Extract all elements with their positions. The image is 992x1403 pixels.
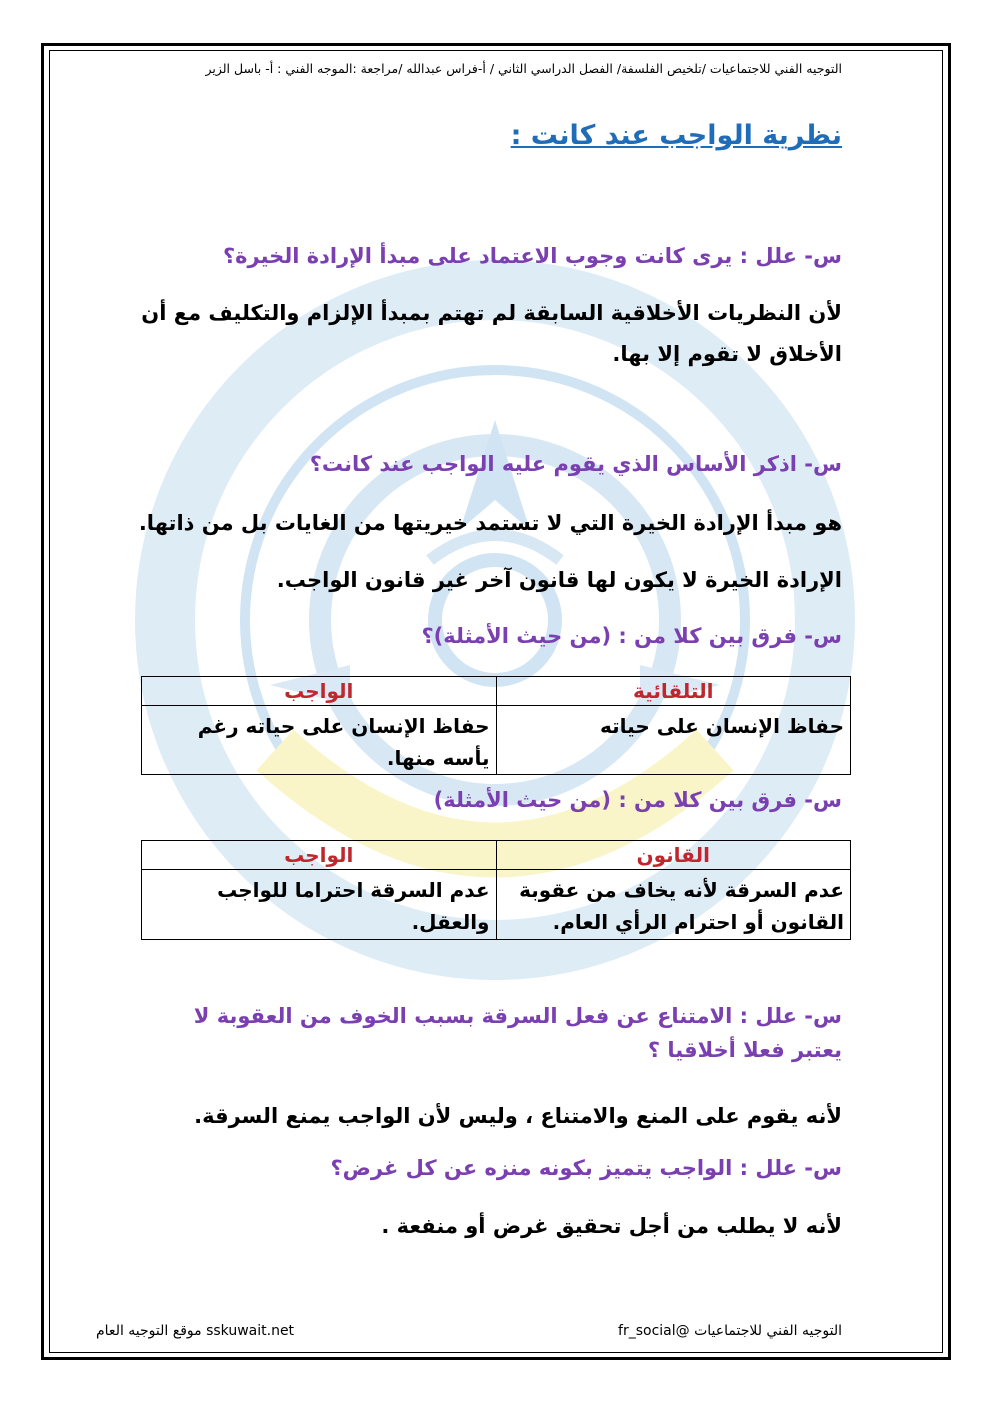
answer-5: لأنه يقوم على المنع والامتناع ، وليس لأن الواجب يمنع السرقة.	[194, 1104, 842, 1128]
table2-header-duty: الواجب	[142, 841, 497, 870]
footer-social: التوجيه الفني للاجتماعيات @fr_social	[618, 1323, 842, 1339]
table1-cell-duty: حفاظ الإنسان على حياته رغم يأسه منها.	[142, 706, 497, 775]
question-6: س- علل : الواجب يتميز بكونه منزه عن كل غرض؟	[330, 1156, 842, 1180]
answer-6: لأنه لا يطلب من أجل تحقيق غرض أو منفعة .	[381, 1214, 842, 1238]
comparison-table-1	[141, 676, 851, 775]
answer-1: لأن النظريات الأخلاقية السابقة لم تهتم بمبدأ الإلزام والتكليف مع أن الأخلاق لا تقوم إلا بها.	[141, 301, 842, 366]
answer-2-line2: الإرادة الخيرة لا يكون لها قانون آخر غير قانون الواجب.	[276, 568, 842, 592]
footer-website: sskuwait.net موقع التوجيه العام	[96, 1323, 295, 1339]
question-4: س- فرق بين كلا من : (من حيث الأمثلة)	[433, 788, 842, 812]
table1-cell-spontaneity: حفاظ الإنسان على حياته	[496, 706, 851, 775]
question-3: س- فرق بين كلا من : (من حيث الأمثلة)؟	[421, 624, 842, 648]
page-title: نظرية الواجب عند كانت :	[510, 120, 842, 151]
comparison-table-2	[141, 840, 851, 940]
table1-header-duty: الواجب	[142, 677, 497, 706]
page-header: التوجيه الفني للاجتماعيات /تلخيص الفلسفة/ الفصل الدراسي الثاني / أ-فراس عبدالله /مراجعة :الموجه الفني : أ- باسل الزير	[205, 61, 842, 76]
table1-header-spontaneity: التلقائية	[496, 677, 851, 706]
question-1: س- علل : يرى كانت وجوب الاعتماد على مبدأ الإرادة الخيرة؟	[222, 244, 842, 268]
table2-cell-law: عدم السرقة لأنه يخاف من عقوبة القانون أو احترام الرأي العام.	[496, 870, 851, 940]
answer-2-line1: هو مبدأ الإرادة الخيرة التي لا تستمد خيريتها من الغايات بل من ذاتها.	[138, 511, 842, 535]
question-2: س- اذكر الأساس الذي يقوم عليه الواجب عند كانت؟	[309, 452, 842, 476]
table2-header-law: القانون	[496, 841, 851, 870]
question-5: س- علل : الامتناع عن فعل السرقة بسبب الخوف من العقوبة لا يعتبر فعلا أخلاقيا ؟	[193, 1004, 842, 1062]
table2-cell-duty: عدم السرقة احتراما للواجب والعقل.	[142, 870, 497, 940]
